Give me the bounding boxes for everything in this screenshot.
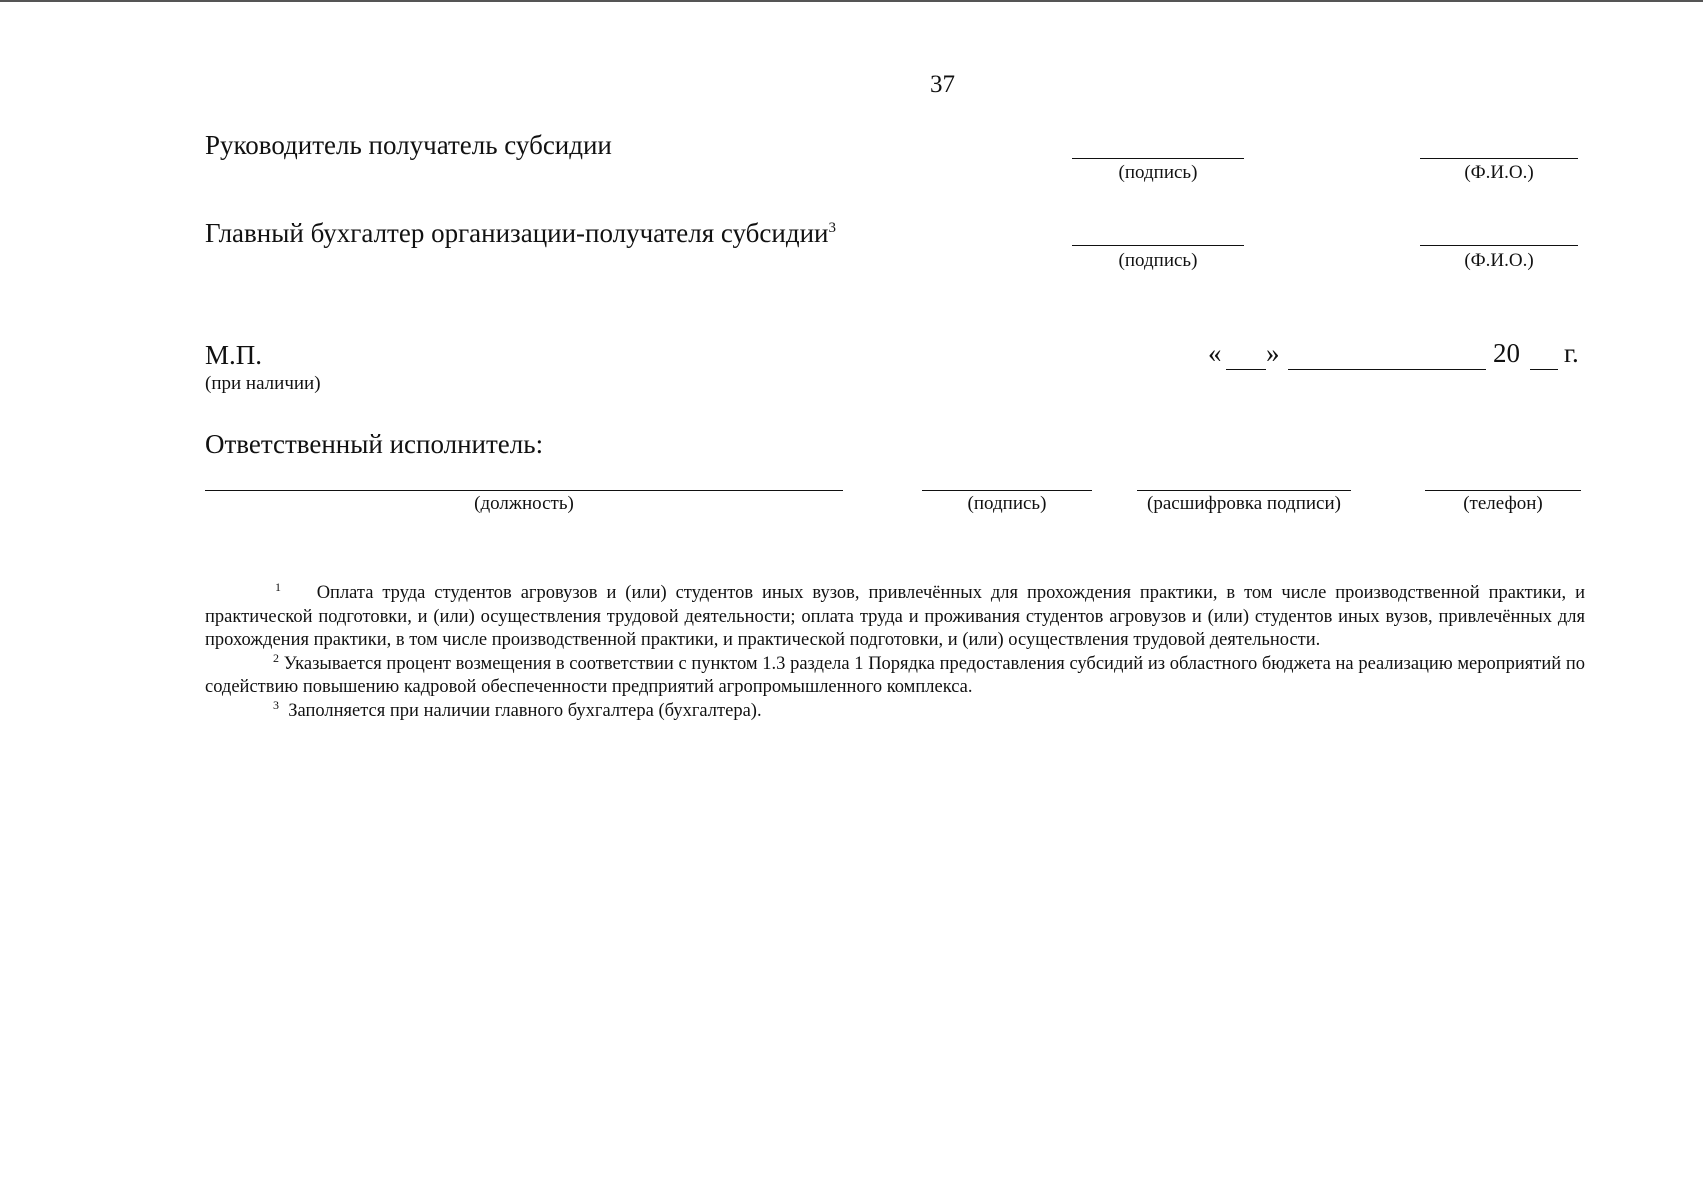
executor-decode-line[interactable] [1137,490,1351,491]
executor-phone-caption: (телефон) [1463,493,1543,514]
date-year-prefix: 20 [1493,338,1520,368]
executor-title: Ответственный исполнитель: [205,429,544,459]
footnotes [205,579,1586,723]
footnote-mark-3: 3 [273,697,279,712]
footnote-3 [205,697,1585,724]
page-number: 37 [930,71,955,98]
head-name-line[interactable] [1420,158,1578,159]
head-signature-title: Руководитель получатель субсидии [205,130,612,160]
footnote-mark-2: 2 [273,650,279,665]
stamp-label: М.П. [205,340,263,370]
chief-accountant-name-line[interactable] [1420,245,1578,246]
footnote-1 [205,579,1585,653]
executor-decode-caption: (расшифровка подписи) [1147,493,1341,514]
executor-position-caption: (должность) [474,493,574,514]
footnote-2-text: Указывается процент возмещения в соответствии с пунктом 1.3 раздела 1 Порядка предоставления субсидий из областного бюджета на реализацию мероприятий по содействию повышению кадровой обеспеченности предприятий агропромышленного комплекса. [205,653,1586,697]
footnote-1-text: Оплата труда студентов агровузов и (или) студентов иных вузов, привлечённых для прохождения практики, в том числе производственной практики, и практической подготовки, и (или) осуществления трудовой деятельности; оплата труда и проживания студентов агровузов и (или) студентов иных вузов, привлечённых для прохождения практики, в том числе производственной практики, и практической подготовки, и (или) осуществления трудовой деятельности. [205,583,1585,650]
date-year-suffix: г. [1564,338,1579,368]
date-month-line[interactable] [1288,369,1486,370]
footnote-3-text: Заполняется при наличии главного бухгалтера (бухгалтера). [288,700,762,721]
footnote-mark-1: 1 [275,579,281,594]
footnote-ref-3: 3 [828,220,836,236]
date-year-line[interactable] [1530,369,1558,370]
executor-position-line[interactable] [205,490,843,491]
page-top-border [0,0,1703,2]
executor-phone-line[interactable] [1425,490,1581,491]
head-signature-caption: (подпись) [1118,162,1198,183]
head-signature-line[interactable] [1072,158,1244,159]
date-day-line[interactable] [1226,369,1266,370]
stamp-note: (при наличии) [205,373,321,394]
date-close-quote: » [1266,338,1280,368]
chief-accountant-signature-caption: (подпись) [1118,250,1198,271]
chief-accountant-name-caption: (Ф.И.О.) [1464,250,1534,271]
executor-signature-line[interactable] [922,490,1092,491]
head-name-caption: (Ф.И.О.) [1464,162,1534,183]
chief-accountant-signature-line[interactable] [1072,245,1244,246]
date-open-quote: « [1208,338,1222,368]
footnote-2 [205,650,1586,700]
chief-accountant-title [205,218,836,249]
chief-accountant-title-text: Главный бухгалтер организации-получателя субсидии [205,218,829,248]
executor-signature-caption: (подпись) [967,493,1047,514]
